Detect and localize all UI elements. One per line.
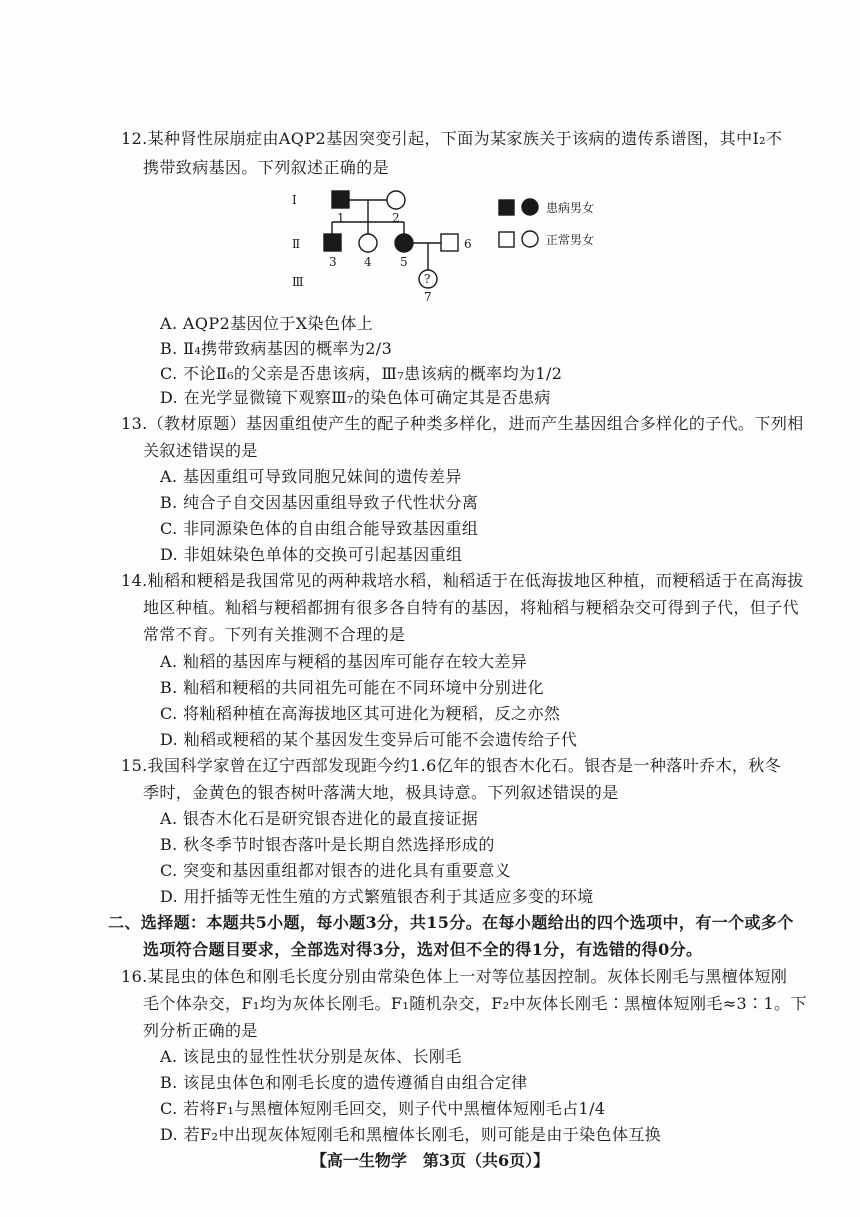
q15-option-a: A. 银杏木化石是研究银杏进化的最直接证据 (160, 809, 479, 828)
section2-header-line1: 二、选择题：本题共5小题，每小题3分，共15分。在每小题给出的四个选项中，有一个或多个 (108, 913, 794, 932)
q16-option-c: C. 若将F₁与黑檀体短刚毛回交，则子代中黑檀体短刚毛占1/4 (160, 1099, 606, 1118)
pedigree-chart (290, 182, 620, 302)
section2-header-line2: 选项符合题目要求，全部选对得3分，选对但不全的得1分，有选错的得0分。 (143, 940, 703, 959)
q13-stem-line1: 13.（教材原题）基因重组使产生的配子种类多样化，进而产生基因组合多样化的子代。下列相 (121, 414, 804, 433)
q14-option-d: D. 籼稻或粳稻的某个基因发生变异后可能不会遗传给子代 (160, 730, 578, 749)
q15-option-d: D. 用扦插等无性生殖的方式繁殖银杏利于其适应多变的环境 (160, 887, 594, 906)
id-1: 1 (337, 211, 345, 225)
q12-stem-line1: 12.某种肾性尿崩症由AQP2基因突变引起，下面为某家族关于该病的遗传系谱图，其中Ⅰ₂不 (121, 129, 783, 148)
q14-option-a: A. 籼稻的基因库与粳稻的基因库可能存在较大差异 (160, 652, 528, 671)
q13-option-c: C. 非同源染色体的自由组合能导致基因重组 (160, 519, 479, 538)
id-5: 5 (400, 255, 408, 269)
q15-stem-line1: 15.我国科学家曾在辽宁西部发现距今约1.6亿年的银杏木化石。银杏是一种落叶乔木，秋冬 (121, 756, 782, 775)
pedigree-II3-affected-male (324, 234, 341, 251)
pedigree-II6-normal-male (441, 234, 458, 251)
page-footer: 【高一生物学 第3页（共6页）】 (310, 1151, 550, 1170)
q16-stem-line1: 16.某昆虫的体色和刚毛长度分别由常染色体上一对等位基因控制。灰体长刚毛与黑檀体短刚 (121, 967, 788, 986)
q16-stem-line2: 毛个体杂交，F₁均为灰体长刚毛。F₁随机杂交，F₂中灰体长刚毛∶黑檀体短刚毛≈3∶1。下 (143, 994, 807, 1013)
unknown-mark: ? (424, 272, 431, 286)
id-2: 2 (392, 211, 400, 225)
q13-stem-line2: 关叙述错误的是 (143, 441, 258, 460)
id-4: 4 (364, 255, 372, 269)
q16-option-b: B. 该昆虫体色和刚毛长度的遗传遵循自由组合定律 (160, 1073, 528, 1092)
q14-stem-line1: 14.籼稻和粳稻是我国常见的两种栽培水稻，籼稻适于在低海拔地区种植，而粳稻适于在高海拔 (121, 571, 804, 590)
q12-option-d: D. 在光学显微镜下观察Ⅲ₇的染色体可确定其是否患病 (160, 388, 551, 407)
legend-affected-label: 患病男女 (546, 201, 595, 215)
legend-normal-label: 正常男女 (546, 233, 595, 247)
q16-option-a: A. 该昆虫的显性性状分别是灰体、长刚毛 (160, 1047, 462, 1066)
id-6: 6 (464, 237, 472, 251)
q14-option-b: B. 籼稻和粳稻的共同祖先可能在不同环境中分别进化 (160, 678, 544, 697)
q12-option-c: C. 不论Ⅱ₆的父亲是否患该病，Ⅲ₇患该病的概率均为1/2 (160, 364, 563, 383)
q14-option-c: C. 将籼稻种植在高海拔地区其可进化为粳稻，反之亦然 (160, 704, 561, 723)
q15-stem-line2: 季时，金黄色的银杏树叶落满大地，极具诗意。下列叙述错误的是 (143, 783, 619, 802)
pedigree-II5-affected-female (395, 234, 413, 252)
q13-option-d: D. 非姐妹染色单体的交换可引起基因重组 (160, 545, 463, 564)
pedigree-I1-affected-male (332, 191, 349, 208)
q16-option-d: D. 若F₂中出现灰体短刚毛和黑檀体长刚毛，则可能是由于染色体互换 (160, 1125, 662, 1144)
gen-label-I: Ⅰ (292, 193, 297, 207)
q14-stem-line3: 常常不育。下列有关推测不合理的是 (143, 625, 406, 644)
id-7: 7 (424, 290, 432, 302)
q15-option-c: C. 突变和基因重组都对银杏的进化具有重要意义 (160, 861, 512, 880)
q15-option-b: B. 秋冬季节时银杏落叶是长期自然选择形成的 (160, 835, 495, 854)
q14-stem-line2: 地区种植。籼稻与粳稻都拥有很多各自特有的基因，将籼稻与粳稻杂交可得到子代，但子代 (143, 598, 800, 617)
q12-option-a: A. AQP2基因位于X染色体上 (160, 314, 374, 333)
q16-stem-line3: 列分析正确的是 (143, 1021, 258, 1040)
pedigree-I2-normal-female (387, 191, 405, 209)
q12-stem-line2: 携带致病基因。下列叙述正确的是 (143, 158, 390, 177)
gen-label-II: Ⅱ (292, 237, 301, 251)
q13-option-b: B. 纯合子自交因基因重组导致子代性状分离 (160, 493, 479, 512)
id-3: 3 (329, 255, 337, 269)
pedigree-II4-normal-female (359, 234, 377, 252)
q13-option-a: A. 基因重组可导致同胞兄妹间的遗传差异 (160, 467, 462, 486)
gen-label-III: Ⅲ (292, 275, 304, 289)
q12-option-b: B. Ⅱ₄携带致病基因的概率为2/3 (160, 339, 393, 358)
